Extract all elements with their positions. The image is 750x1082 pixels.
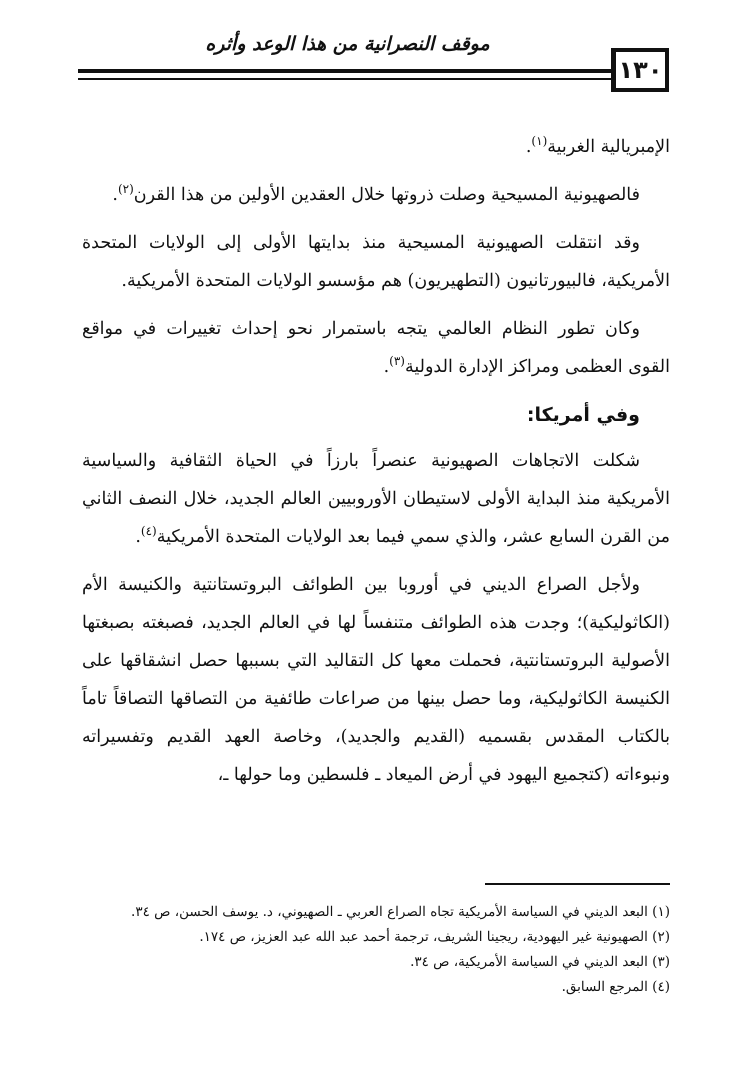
footnote-separator bbox=[485, 883, 670, 885]
footnote: (٢) الصهيونية غير اليهودية، ريجينا الشريف، ترجمة أحمد عبد الله عبد العزيز، ص ١٧٤. bbox=[199, 929, 670, 945]
paragraph: فالصهيونية المسيحية وصلت ذروتها خلال العقدين الأولين من هذا القرن$^{(٢)}$. bbox=[112, 182, 640, 205]
paragraph: وكان تطور النظام العالمي يتجه باستمرار نحو إحداث تغييرات في مواقع القوى العظمى ومراكز الإدارة الدولية$^{(٣)}$. bbox=[82, 319, 670, 377]
footnote: (٣) البعد الديني في السياسة الأمريكية، ص ٣٤. bbox=[410, 954, 670, 970]
paragraph: وقد انتقلت الصهيونية المسيحية منذ بدايتها الأولى إلى الولايات المتحدة الأمريكية، فالبيورتانيون (التطهيريون) هم مؤسسو الولايات المتحدة الأمريكية. bbox=[82, 233, 670, 291]
paragraph: الإمبريالية الغربية$^{(١)}$. bbox=[525, 134, 670, 157]
section-heading: وفي أمريكا: bbox=[526, 404, 640, 426]
footnote-ref[interactable]: (١) bbox=[531, 134, 548, 149]
page-number: ١٣٠ bbox=[611, 48, 669, 92]
footnote-ref[interactable]: (٢) bbox=[117, 182, 134, 197]
header-rule-thick bbox=[78, 69, 611, 73]
main-text bbox=[82, 128, 670, 804]
footnote: (١) البعد الديني في السياسة الأمريكية تجاه الصراع العربي ـ الصهيوني، د. يوسف الحسن، ص ٣٤. bbox=[131, 904, 670, 920]
header-rule-thin bbox=[78, 78, 611, 80]
paragraph: ولأجل الصراع الديني في أوروبا بين الطوائف البروتستانتية والكنيسة الأم (الكاثوليكية)؛ وجدت هذه الطوائف متنفساً لها في العالم الجديد، فصبغته بصبغتها الأصولية البروتستانتية، فحملت معها كل التقاليد التي بسببها حصل انشقاقها على الكنيسة الكاثوليكية، وما حصل بينها من صراعات طائفية من التصاقها التصاقاً تاماً بالكتاب المقدس بقسميه (القديم والجديد)، وخاصة العهد القديم وتفسيراته ونبوءاته (كتجميع اليهود في أرض الميعاد ـ فلسطين وما حولها ـ، bbox=[82, 575, 670, 785]
paragraph: شكلت الاتجاهات الصهيونية عنصراً بارزاً في الحياة الثقافية والسياسية الأمريكية منذ البداية الأولى لاستيطان الأوروبيين العالم الجديد، خلال النصف الثاني من القرن السابع عشر، والذي سمي فيما بعد الولايات المتحدة الأمريكية$^{(٤)}$. bbox=[82, 451, 670, 547]
footnote-ref[interactable]: (٣) bbox=[389, 354, 405, 369]
running-title: موقف النصرانية من هذا الوعد وأثره bbox=[205, 33, 490, 55]
footnotes bbox=[70, 900, 670, 1000]
footnote-ref[interactable]: (٤) bbox=[140, 524, 157, 539]
footnote: (٤) المرجع السابق. bbox=[561, 979, 670, 995]
